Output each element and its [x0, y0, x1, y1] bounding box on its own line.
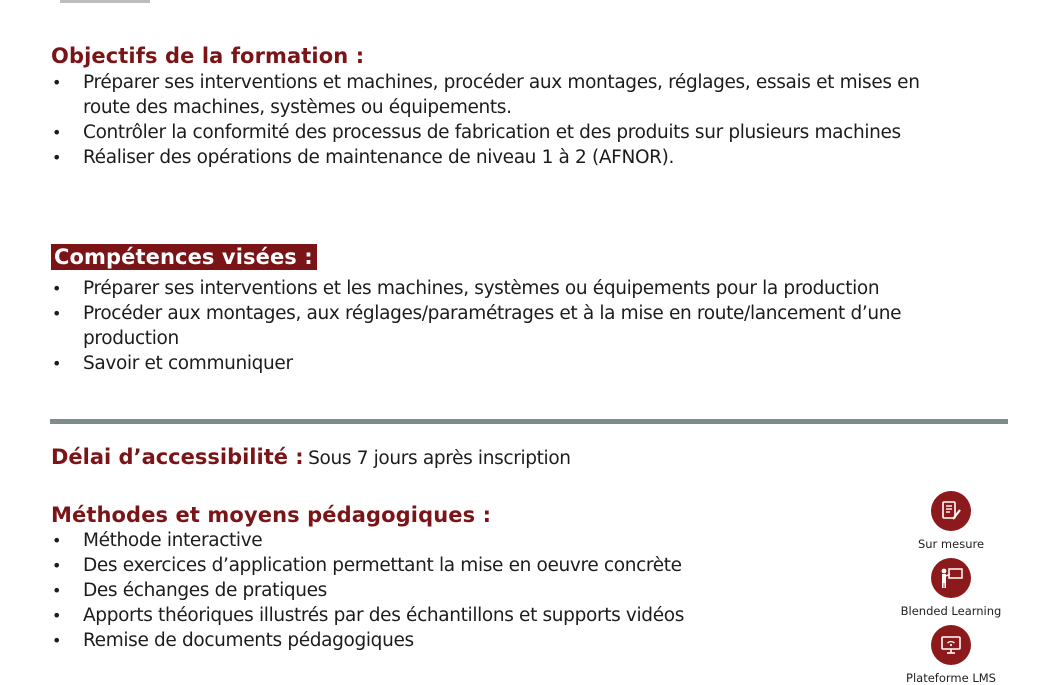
delai-label: Délai d’accessibilité :: [51, 445, 304, 469]
delai-line: [51, 444, 571, 473]
monitor-wifi-icon: [939, 633, 963, 657]
list-item: • Procéder aux montages, aux réglages/paramétrages et à la mise en route/lancement d’une production: [52, 301, 972, 351]
methodes-heading: Méthodes et moyens pédagogiques :: [51, 503, 492, 527]
objectifs-list: [52, 70, 972, 170]
document-pen-icon: [939, 499, 963, 523]
list-item: • Préparer ses interventions et les machines, systèmes ou équipements pour la production: [52, 276, 972, 301]
top-mark: [60, 0, 150, 3]
presenter-board-icon: [938, 566, 964, 590]
list-item: • Méthode interactive: [52, 528, 872, 553]
badge-label: Plateforme LMS: [906, 671, 996, 685]
competences-list: [52, 276, 972, 376]
delai-value: Sous 7 jours après inscription: [308, 448, 571, 469]
list-item: • Apports théoriques illustrés par des échantillons et supports vidéos: [52, 603, 872, 628]
list-item: • Réaliser des opérations de maintenance de niveau 1 à 2 (AFNOR).: [52, 145, 972, 170]
list-item: • Contrôler la conformité des processus de fabrication et des produits sur plusieurs machines: [52, 120, 972, 145]
methodes-list: [52, 528, 872, 653]
list-item: • Remise de documents pédagogiques: [52, 628, 872, 653]
badge-label: Blended Learning: [900, 604, 1002, 618]
badge-blended-learning: [891, 558, 1011, 618]
badge-sur-mesure: [891, 491, 1011, 551]
badge-label: Sur mesure: [917, 537, 985, 551]
list-item: • Préparer ses interventions et machines, procéder aux montages, réglages, essais et mises en route des machines, systèmes ou équipements.: [52, 70, 972, 120]
list-item: • Savoir et communiquer: [52, 351, 972, 376]
objectifs-heading: Objectifs de la formation :: [51, 44, 365, 68]
badge-plateforme-lms: [891, 625, 1011, 685]
list-item: • Des échanges de pratiques: [52, 578, 872, 603]
list-item: • Des exercices d’application permettant la mise en oeuvre concrète: [52, 553, 872, 578]
competences-heading: Compétences visées :: [51, 244, 317, 270]
section-divider: [50, 419, 1008, 424]
